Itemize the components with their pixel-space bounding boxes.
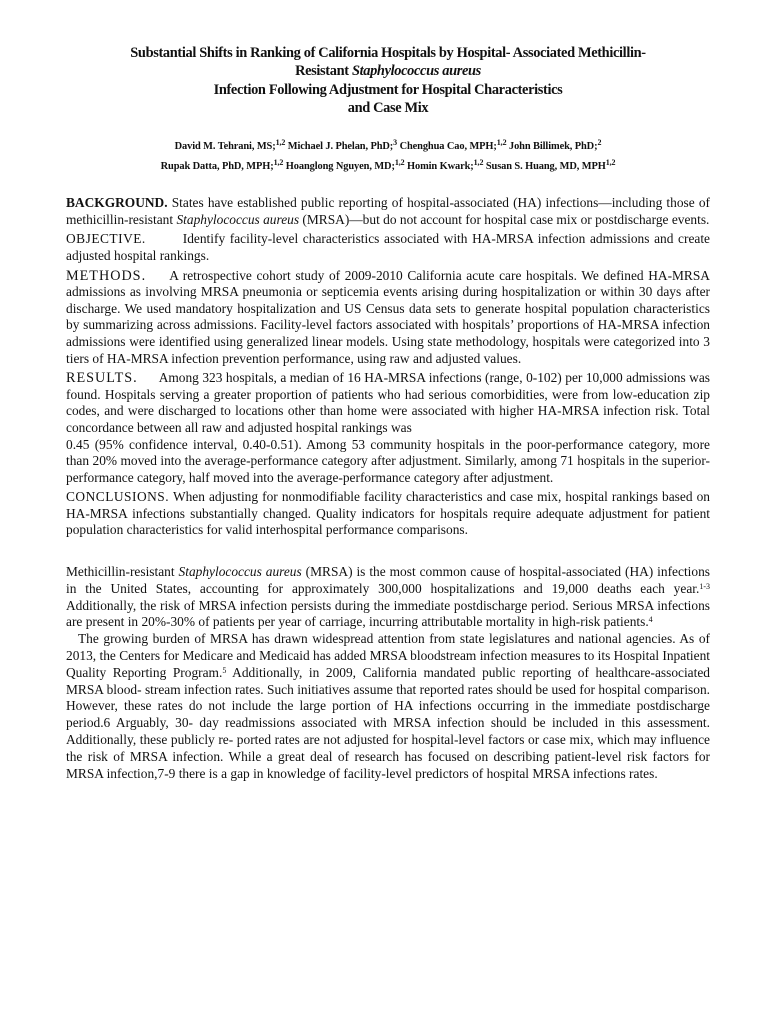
methods-text: A retrospective cohort study of 2009-2010 California acute care hospitals. We defined HA-MRSA admissions as involving MRSA pneumonia or septicemia events arising during hospitalization or within 30 days after discharge. We used mandatory hospitalization and US Census data sets to generate hospital population characteristics by summarizing across admissions. Facility-level factors associated with hospitals’ proportions of HA-MRSA infection admissions were identified using generalized linear models. Using state methodology, hospitals were categorized into 3 tiers of HA-MRSA infection prevention performance, using raw and adjusted values. [66, 267, 710, 366]
author-row-1 [66, 137, 710, 157]
author-name: Hoanglong Nguyen, MD; [285, 161, 395, 173]
title-line-2 [66, 62, 710, 80]
author-affiliation: 2 [597, 138, 602, 148]
title-line-4: and Case Mix [347, 99, 429, 116]
results-heading: RESULTS. [66, 370, 138, 387]
objective-text: Identify facility-level characteristics associated with HA-MRSA infection admissions and create adjusted hospital rankings. [66, 231, 711, 263]
body-text: (MRSA) is the most common cause of hospital-associated (HA) infections in the United States, accounting for approximately 300,000 hospitalizations and 19,000 deaths each year. [66, 564, 710, 596]
abstract [66, 195, 710, 539]
author-affiliation: 1,2 [605, 158, 616, 168]
author-affiliation: 3 [393, 138, 398, 148]
author-name: Michael J. Phelan, PhD; [287, 141, 394, 153]
body-text: Additionally, the risk of MRSA infection persists during the immediate postdischarge period. Serious MRSA infections are present in 20%-30% of patients per year of carriage, incurring attributable mortality in high-risk patients. [66, 597, 710, 630]
abstract-background [66, 195, 710, 228]
background-text: States have established public reporting of hospital-associated (HA) infections—including those of methicillin-resistant [66, 195, 710, 227]
conclusions-heading: CONCLUSIONS. [66, 489, 170, 505]
title-line-3: Infection Following Adjustment for Hospital Characteristics [213, 81, 563, 98]
author-name: Chenghua Cao, MPH; [399, 141, 497, 153]
main-text [66, 564, 710, 782]
author-name: John Billimek, PhD; [508, 141, 598, 153]
objective-heading: OBJECTIVE. [66, 231, 146, 247]
body-text: The growing burden of MRSA has drawn widespread attention from state legislatures and national agencies. As of 2013, the Centers for Medicare and Medicaid has added MRSA bloodstream infection measures to its Hospital Inpatient Quality Reporting Program. [66, 631, 710, 680]
title-line-2-text: Resistant [295, 63, 352, 80]
author-affiliation: 1,2 [496, 138, 507, 148]
author-affiliation: 1,2 [473, 158, 484, 168]
methods-heading: METHODS. [66, 267, 147, 284]
author-row-2 [66, 157, 710, 177]
body-organism: Staphylococcus aureus [178, 564, 302, 580]
body-paragraph-1 [66, 564, 710, 631]
paper-title [66, 44, 710, 117]
abstract-methods [66, 268, 710, 368]
title-line-1: Substantial Shifts in Ranking of California Hospitals by Hospital- Associated Methicillin- [130, 45, 646, 61]
body-text: Additionally, in 2009, California mandated public reporting of healthcare-associated MRSA blood- stream infection rates. Such initiatives assume that reported rates should be used for hospital comparison. However, these rates do not include the large portion of HA infections occurring in the immediate postdischarge period.6 Arguably, 30- day readmissions associated with MRSA infection should be included in this assessment. Additionally, these publicly re- ported rates are not adjusted for hospital-level factors or case mix, which may influence the risk of MRSA infection. While a great deal of research has focused on describing patient-level risk factors for MRSA infection,7-9 there is a gap in knowledge of facility-level predictors of hospital MRSA infections rates. [66, 664, 710, 781]
results-text-continued: 0.45 (95% confidence interval, 0.40-0.51). Among 53 community hospitals in the poor-performance category, more than 20% moved into the average-performance category after adjustment. Similarly, among 71 hospitals in the superior-performance category, half moved into the average-performance category after adjustment. [66, 436, 710, 485]
title-organism: Staphylococcus aureus [351, 63, 481, 80]
abstract-results [66, 370, 710, 486]
results-text: Among 323 hospitals, a median of 16 HA-MRSA infections (range, 0-102) per 10,000 admissions was found. Hospitals serving a greater proportion of patients who had serious comorbidities, were from low-education zip codes, and were discharged to locations other than home were associated with higher HA-MRSA infection risk. Total concordance between all raw and adjusted hospital rankings was [66, 370, 710, 435]
author-name: Susan S. Huang, MD, MPH [485, 161, 606, 173]
author-affiliation: 1,2 [273, 158, 284, 168]
abstract-conclusions [66, 489, 710, 539]
background-text-end: (MRSA)—but do not account for hospital case mix or postdischarge events. [299, 211, 710, 227]
conclusions-text: When adjusting for nonmodifiable facility characteristics and case mix, hospital rankings based on HA-MRSA infections substantially changed. Quality indicators for hospitals require adequate adjustment for patient population characteristics for valid interhospital performance comparisons. [66, 489, 710, 538]
author-affiliation: 1,2 [394, 158, 405, 168]
background-heading: BACKGROUND. [66, 195, 168, 211]
citation-ref: 5 [222, 665, 227, 675]
paper-page [66, 44, 710, 782]
author-name: Rupak Datta, PhD, MPH; [160, 161, 274, 173]
citation-ref: 1-3 [699, 581, 710, 591]
author-affiliation: 1,2 [275, 138, 286, 148]
author-list [66, 137, 710, 177]
citation-ref: 4 [648, 615, 653, 625]
author-name: Homin Kwark; [407, 161, 474, 173]
author-name: David M. Tehrani, MS; [174, 141, 276, 153]
body-paragraph-2 [66, 631, 710, 782]
abstract-objective [66, 231, 710, 264]
body-text: Methicillin-resistant [66, 564, 179, 580]
background-organism: Staphylococcus aureus [176, 211, 300, 227]
